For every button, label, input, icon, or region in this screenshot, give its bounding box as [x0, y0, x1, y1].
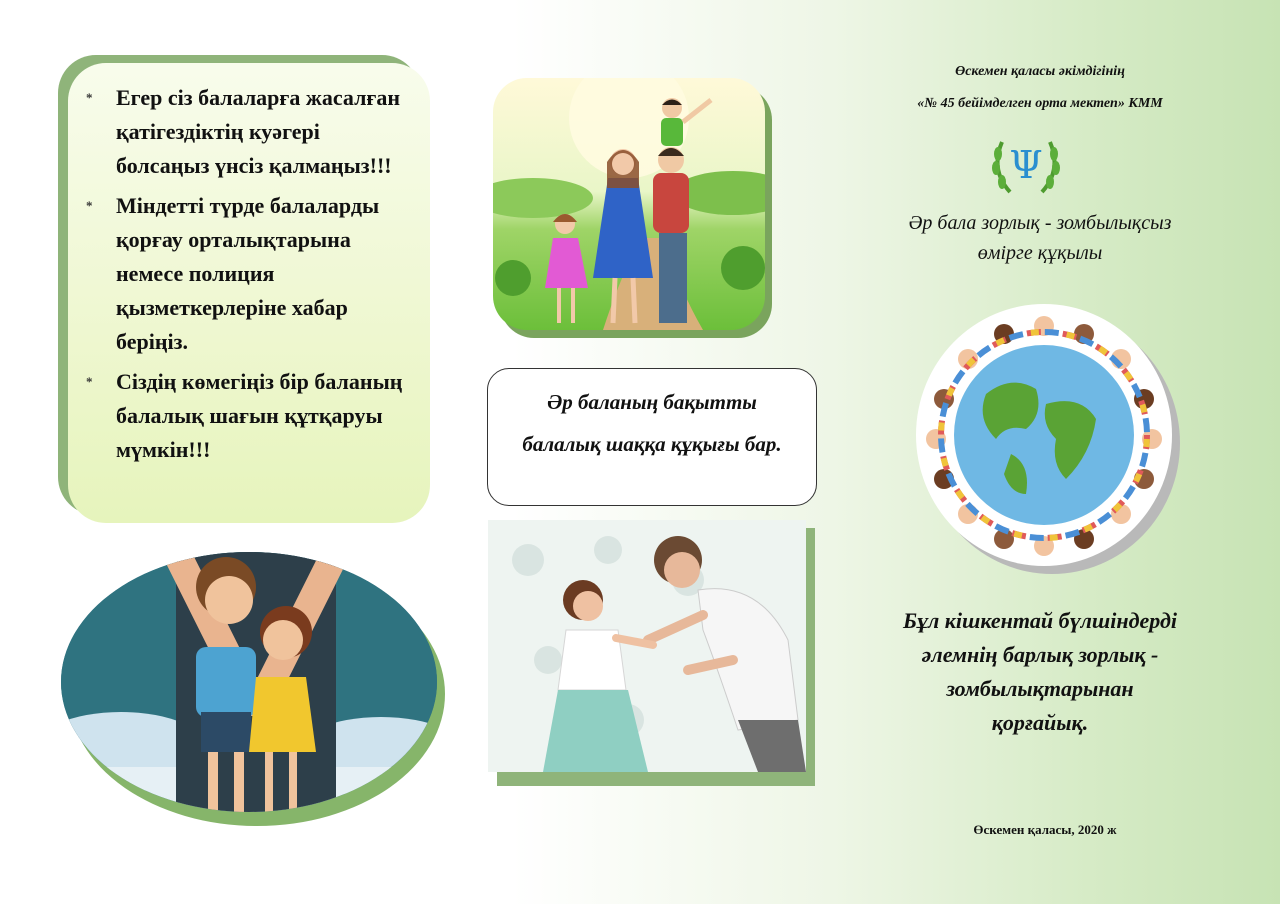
children-around-globe: [916, 304, 1172, 566]
rights-line-2: балалық шаққа құқығы бар.: [522, 432, 782, 456]
family-scene-icon: [493, 78, 765, 330]
abuse-photo: [488, 520, 806, 772]
snowflake-bullet-icon: *: [86, 90, 93, 105]
bullet-item: [86, 365, 408, 467]
organization-name: Өскемен қаласы әкімдігінің: [955, 64, 1125, 79]
globe-icon: [916, 304, 1172, 566]
psychology-emblem-icon: [990, 134, 1062, 198]
protected-children-illustration: [61, 552, 437, 812]
bullet-panel: [68, 63, 430, 523]
snowflake-bullet-icon: *: [86, 374, 93, 389]
protect-line-4: қорғайық.: [991, 710, 1089, 735]
protect-children-text: [860, 604, 1220, 740]
footer-city-year: Өскемен қаласы, 2020 ж: [973, 822, 1117, 837]
bullet-text: Егер сіз балаларға жасалған қатігездіктің куәгері болсаңыз үнсіз қалмаңыз!!!: [116, 85, 401, 178]
protect-line-1: Бұл кішкентай бүлшіндерді: [902, 608, 1177, 633]
snowflake-bullet-icon: *: [86, 198, 93, 213]
protect-line-2: әлемнің барлық зорлық -: [921, 642, 1159, 667]
bullet-list: [86, 81, 408, 467]
parent-pulling-child-icon: [488, 520, 806, 772]
bullet-item: [86, 81, 408, 183]
bullet-text: Міндетті түрде балаларды қорғау орталықтарына немесе полиция қызметкерлеріне хабар беріңіз.: [116, 193, 380, 354]
rights-line-1: Әр баланың бақытты: [547, 390, 757, 414]
protecting-hands-icon: [61, 552, 437, 812]
motto-line-2: өмірге құқылы: [977, 242, 1103, 264]
motto-line-1: Әр бала зорлық - зомбылықсыз: [908, 212, 1172, 234]
protect-line-3: зомбылықтарынан: [946, 676, 1134, 701]
bullet-text: Сіздің көмегіңіз бір баланың балалық шағын құтқаруы мүмкін!!!: [116, 369, 403, 462]
child-rights-box: [487, 368, 817, 506]
bullet-item: [86, 189, 408, 359]
school-name: «№ 45 бейімделген орта мектеп» КММ: [917, 96, 1163, 111]
family-illustration: [493, 78, 765, 330]
psi-letter: Ψ: [1009, 143, 1043, 187]
